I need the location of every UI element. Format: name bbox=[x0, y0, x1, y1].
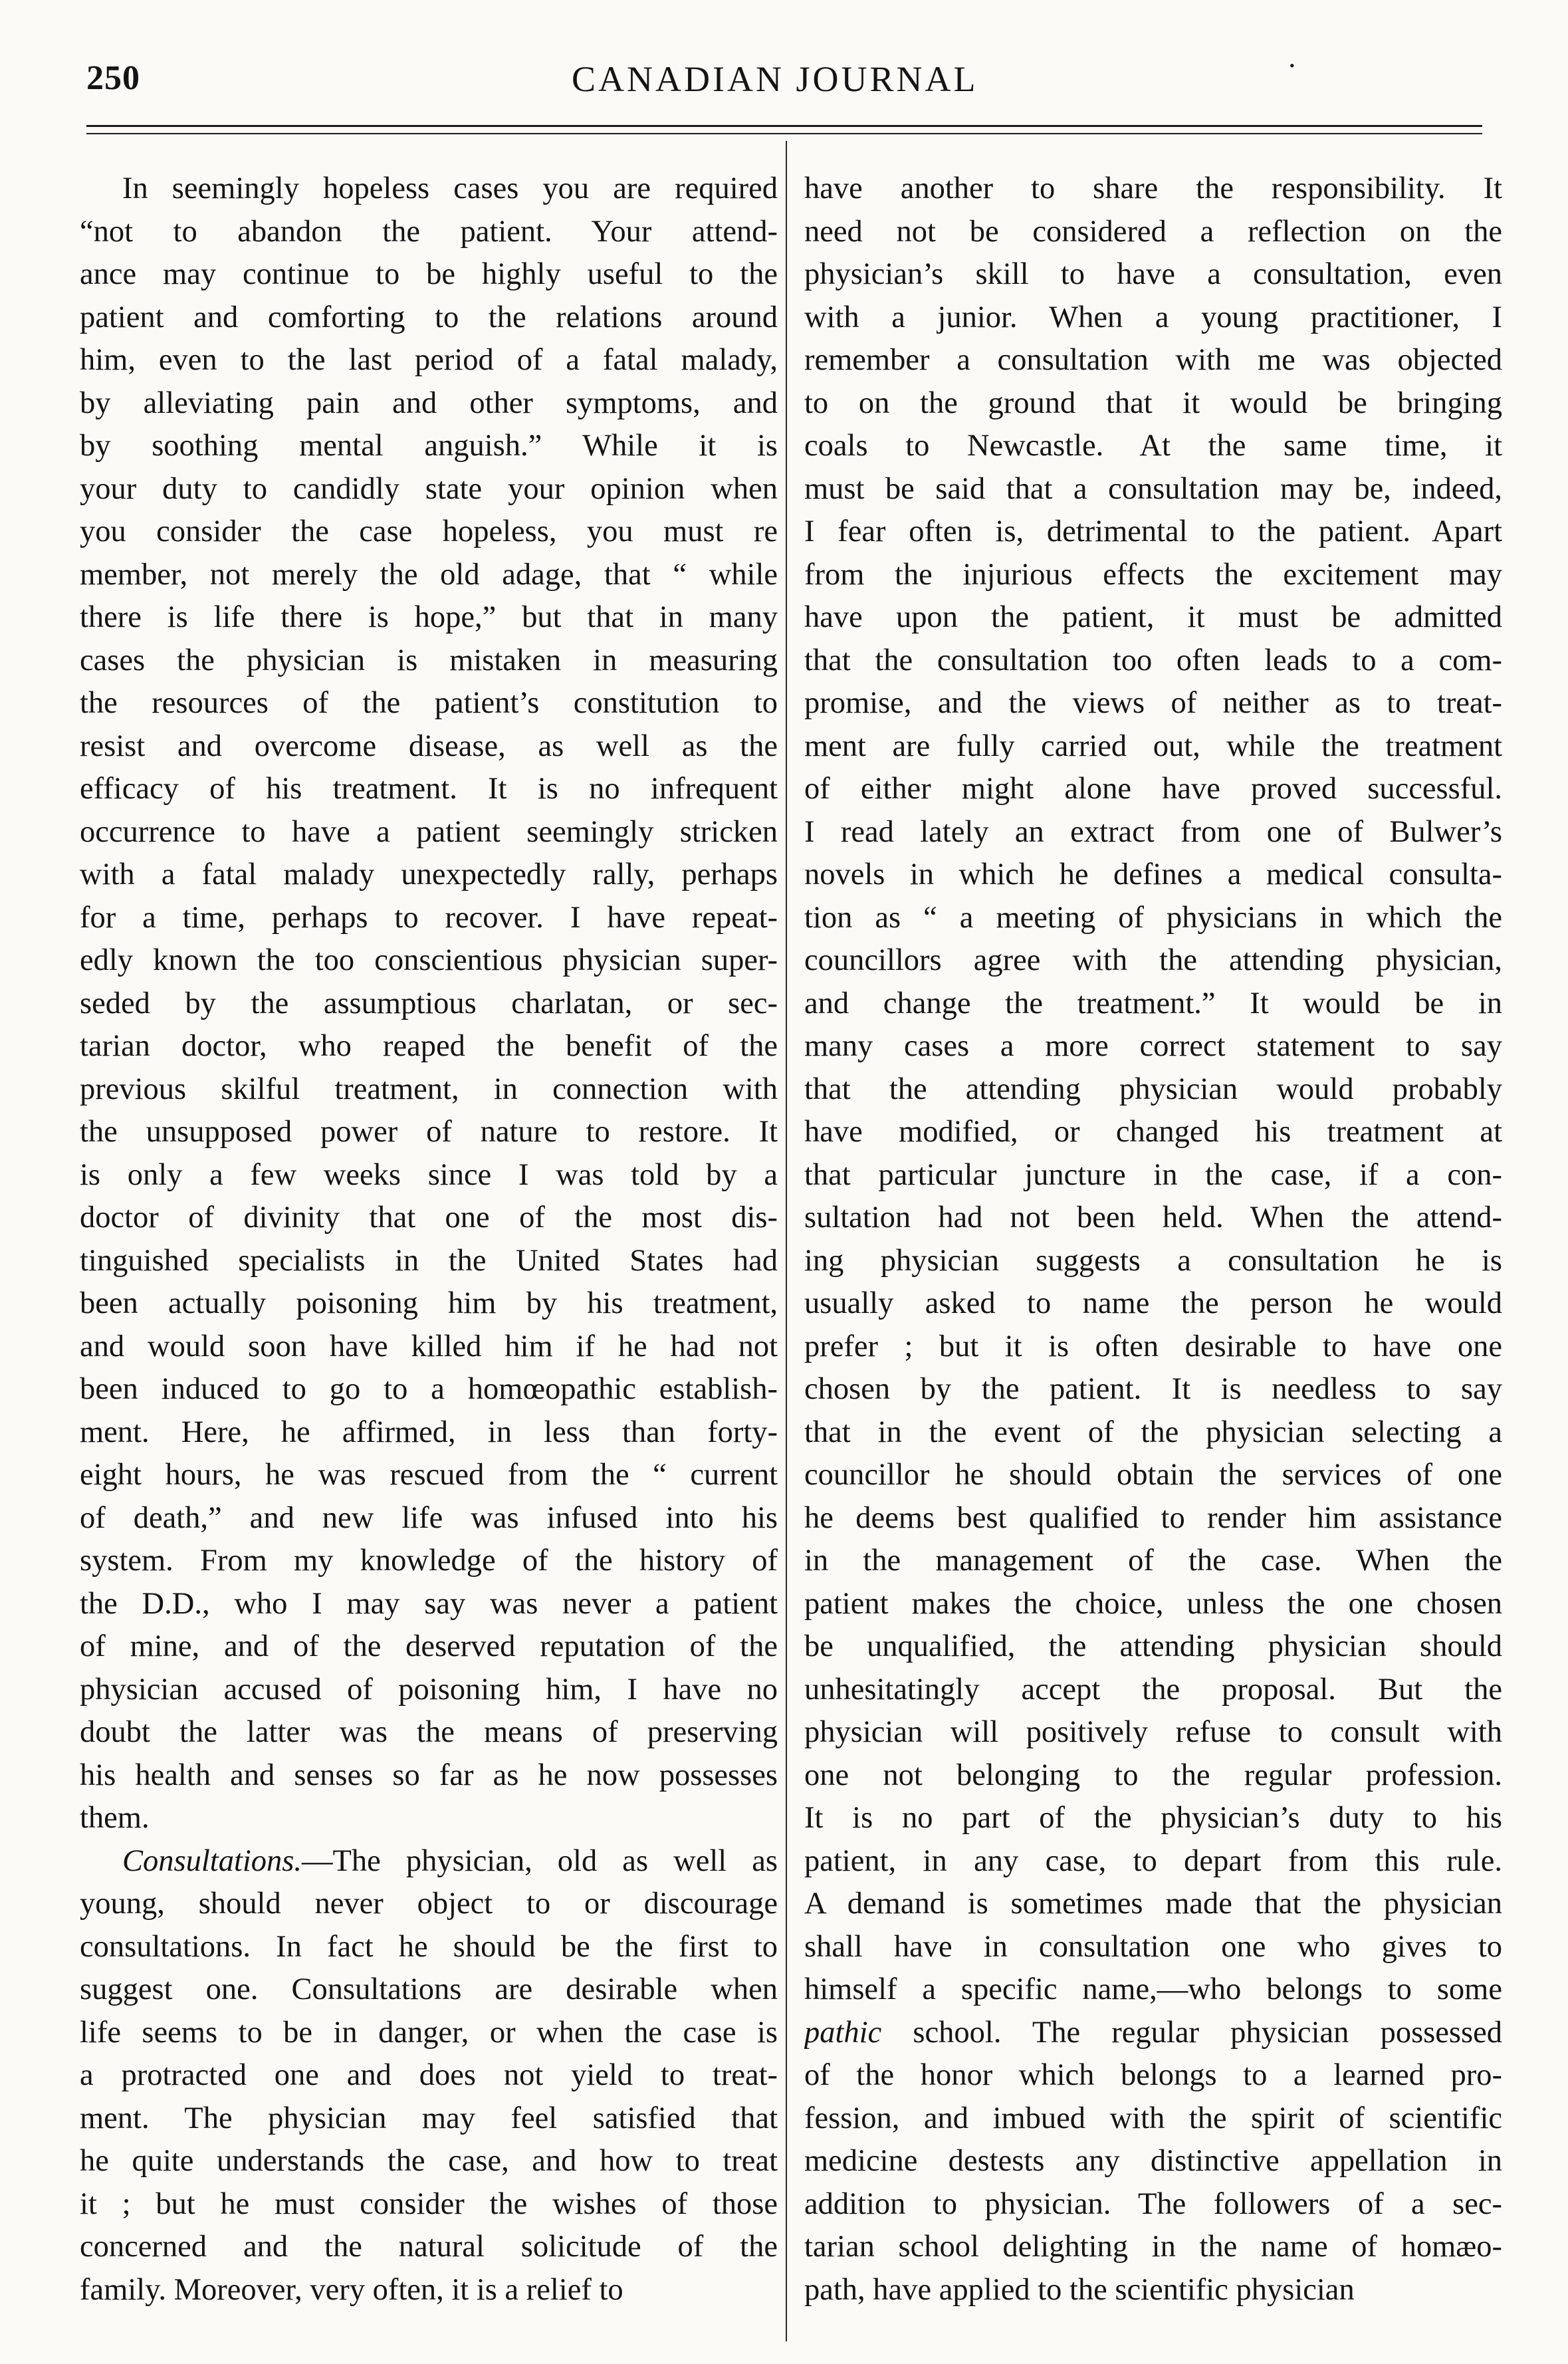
left-column-line: ance may continue to be highly useful to the bbox=[80, 257, 778, 291]
right-column-line: ing physician suggests a consultation he is bbox=[804, 1243, 1502, 1278]
right-column-line: physician’s skill to have a consultation, even bbox=[804, 257, 1502, 291]
left-column-line: with a fatal malady unexpectedly rally, perhaps bbox=[80, 858, 778, 891]
left-column-line bbox=[80, 1840, 778, 1883]
right-column-line: that particular juncture in the case, if a con- bbox=[804, 1157, 1502, 1192]
left-column-line: it ; but he must consider the wishes of those bbox=[80, 2187, 778, 2221]
running-head bbox=[86, 59, 1482, 105]
right-column-line: medicine destests any distinctive appellation in bbox=[804, 2144, 1502, 2178]
left-column-line: his health and senses so far as he now possesses bbox=[80, 1758, 778, 1792]
right-column-line bbox=[804, 2012, 1502, 2055]
right-column-line: many cases a more correct statement to say bbox=[804, 1029, 1502, 1063]
right-column-line: patient makes the choice, unless the one chosen bbox=[804, 1586, 1502, 1621]
left-column-line: occurrence to have a patient seemingly stricken bbox=[80, 814, 778, 849]
left-column-line: you consider the case hopeless, you must re bbox=[80, 515, 778, 548]
right-column-line: with a junior. When a young practitioner, I bbox=[804, 300, 1502, 334]
left-column-line: them. bbox=[80, 1801, 150, 1835]
right-column-line: A demand is sometimes made that the physician bbox=[804, 1887, 1502, 1921]
right-column-line: himself a specific name,—who belongs to some bbox=[804, 1972, 1502, 2006]
right-column-line: I read lately an extract from one of Bulwer’s bbox=[804, 814, 1502, 849]
left-column-line: doubt the latter was the means of preserving bbox=[80, 1715, 778, 1749]
left-column-line: been induced to go to a homœopathic establish- bbox=[80, 1372, 778, 1406]
right-column-line: be unqualified, the attending physician should bbox=[804, 1629, 1502, 1663]
left-column-line: patient and comforting to the relations around bbox=[80, 300, 778, 334]
left-column-line: by soothing mental anguish.” While it is bbox=[80, 429, 778, 463]
right-column-line: that in the event of the physician selecting a bbox=[804, 1415, 1502, 1449]
left-column-line: tinguished specialists in the United States had bbox=[80, 1243, 778, 1278]
left-column-line: concerned and the natural solicitude of the bbox=[80, 2230, 778, 2264]
left-column-line: of mine, and of the deserved reputation of the bbox=[80, 1629, 778, 1663]
right-column-line: one not belonging to the regular profession. bbox=[804, 1758, 1502, 1792]
left-column-line: efficacy of his treatment. It is no infrequent bbox=[80, 772, 778, 806]
left-column-line: In seemingly hopeless cases you are required bbox=[122, 172, 778, 205]
right-column-line: tion as “ a meeting of physicians in which the bbox=[804, 900, 1502, 935]
left-column-line: the unsupposed power of nature to restore. It bbox=[80, 1115, 778, 1149]
right-column-line: prefer ; but it is often desirable to have one bbox=[804, 1329, 1502, 1363]
header-rule-top bbox=[86, 125, 1482, 127]
right-column-line: I fear often is, detrimental to the patient. Apart bbox=[804, 515, 1502, 548]
right-column-line: remember a consultation with me was objected bbox=[804, 343, 1502, 377]
right-column-line: of the honor which belongs to a learned pro- bbox=[804, 2058, 1502, 2092]
left-column-line: seded by the assumptious charlatan, or sec- bbox=[80, 986, 778, 1020]
left-column-line: ment. The physician may feel satisfied that bbox=[80, 2101, 778, 2135]
left-column-line: your duty to candidly state your opinion when bbox=[80, 471, 778, 506]
right-column-line: promise, and the views of neither as to treat- bbox=[804, 686, 1502, 720]
right-column-line: patient, in any case, to depart from this rule. bbox=[804, 1843, 1502, 1878]
column-divider bbox=[786, 141, 787, 2341]
right-column-line: have modified, or changed his treatment at bbox=[804, 1115, 1502, 1149]
right-column-line: fession, and imbued with the spirit of scientific bbox=[804, 2101, 1502, 2135]
right-column-line: novels in which he defines a medical consulta- bbox=[804, 858, 1502, 891]
page-number: 250 bbox=[86, 59, 140, 97]
italic-term: pathic bbox=[804, 2015, 882, 2050]
left-column-line: “not to abandon the patient. Your attend- bbox=[80, 214, 778, 249]
left-column-line: system. From my knowledge of the history of bbox=[80, 1544, 778, 1578]
left-column-line: by alleviating pain and other symptoms, and bbox=[80, 386, 778, 420]
right-column-line: in the management of the case. When the bbox=[804, 1544, 1502, 1578]
left-column-line: member, not merely the old adage, that “ while bbox=[80, 557, 778, 592]
left-column-line: tarian doctor, who reaped the benefit of the bbox=[80, 1029, 778, 1063]
left-column-line: ment. Here, he affirmed, in less than forty- bbox=[80, 1415, 778, 1449]
right-column-line: from the injurious effects the excitement may bbox=[804, 557, 1502, 592]
left-column-line: young, should never object to or discourage bbox=[80, 1887, 778, 1921]
right-column-line: councillor he should obtain the services of one bbox=[804, 1458, 1502, 1492]
left-column bbox=[80, 168, 778, 2311]
right-column-line: ment are fully carried out, while the treatment bbox=[804, 729, 1502, 763]
left-column-line: a protracted one and does not yield to treat- bbox=[80, 2058, 778, 2092]
right-column-line: chosen by the patient. It is needless to say bbox=[804, 1372, 1502, 1406]
left-column-line: family. Moreover, very often, it is a relief to bbox=[80, 2272, 623, 2307]
right-column-line: must be said that a consultation may be, indeed, bbox=[804, 471, 1502, 506]
right-column-line: sultation had not been held. When the attend- bbox=[804, 1201, 1502, 1235]
right-column-line: addition to physician. The followers of a sec- bbox=[804, 2187, 1502, 2221]
right-column bbox=[804, 168, 1502, 2311]
left-column-line: him, even to the last period of a fatal malady, bbox=[80, 343, 778, 377]
right-column-line: need not be considered a reflection on the bbox=[804, 214, 1502, 249]
right-column-line: to on the ground that it would be bringing bbox=[804, 386, 1502, 420]
journal-title: CANADIAN JOURNAL bbox=[572, 59, 978, 99]
left-column-line: edly known the too conscientious physician super- bbox=[80, 943, 778, 977]
left-column-line: there is life there is hope,” but that in many bbox=[80, 600, 778, 634]
left-column-line: consultations. In fact he should be the first to bbox=[80, 1929, 778, 1964]
italic-term: Consultations. bbox=[122, 1843, 302, 1878]
right-column-line: that the consultation too often leads to a com- bbox=[804, 643, 1502, 677]
right-column-line: that the attending physician would probably bbox=[804, 1072, 1502, 1106]
left-column-line: physician accused of poisoning him, I have no bbox=[80, 1672, 778, 1707]
left-column-line: been actually poisoning him by his treatment, bbox=[80, 1286, 778, 1320]
left-column-line: the resources of the patient’s constitution to bbox=[80, 686, 778, 720]
right-column-line: have upon the patient, it must be admitted bbox=[804, 600, 1502, 634]
right-column-line: path, have applied to the scientific physician bbox=[804, 2272, 1355, 2307]
right-column-line: shall have in consultation one who gives to bbox=[804, 1929, 1502, 1964]
header-rule-bottom bbox=[86, 133, 1482, 134]
left-column-line: doctor of divinity that one of the most dis- bbox=[80, 1201, 778, 1235]
right-column-line: and change the treatment.” It would be in bbox=[804, 986, 1502, 1020]
header-mark: • bbox=[1289, 57, 1295, 74]
right-column-line: have another to share the responsibility. It bbox=[804, 172, 1502, 205]
left-column-line: life seems to be in danger, or when the case is bbox=[80, 2015, 778, 2050]
left-column-line: of death,” and new life was infused into his bbox=[80, 1500, 778, 1535]
right-column-line: of either might alone have proved successful. bbox=[804, 772, 1502, 806]
right-column-line: he deems best qualified to render him assistance bbox=[804, 1500, 1502, 1535]
left-column-line: suggest one. Consultations are desirable when bbox=[80, 1972, 778, 2006]
left-column-line: eight hours, he was rescued from the “ current bbox=[80, 1458, 778, 1492]
line-text: school. The regular physician possessed bbox=[881, 2015, 1502, 2050]
right-column-line: usually asked to name the person he would bbox=[804, 1286, 1502, 1320]
left-column-line: is only a few weeks since I was told by a bbox=[80, 1157, 778, 1192]
right-column-line: It is no part of the physician’s duty to his bbox=[804, 1801, 1502, 1835]
right-column-line: physician will positively refuse to consult with bbox=[804, 1715, 1502, 1749]
line-text: —The physician, old as well as bbox=[302, 1843, 778, 1878]
right-column-line: unhesitatingly accept the proposal. But the bbox=[804, 1672, 1502, 1707]
left-column-line: resist and overcome disease, as well as the bbox=[80, 729, 778, 763]
left-column-line: for a time, perhaps to recover. I have repeat- bbox=[80, 900, 778, 935]
left-column-line: he quite understands the case, and how to treat bbox=[80, 2144, 778, 2178]
left-column-line: the D.D., who I may say was never a patient bbox=[80, 1586, 778, 1621]
left-column-line: previous skilful treatment, in connection with bbox=[80, 1072, 778, 1106]
right-column-line: tarian school delighting in the name of homæo- bbox=[804, 2230, 1502, 2264]
right-column-line: coals to Newcastle. At the same time, it bbox=[804, 429, 1502, 463]
left-column-line: cases the physician is mistaken in measuring bbox=[80, 643, 778, 677]
left-column-line: and would soon have killed him if he had not bbox=[80, 1329, 778, 1363]
right-column-line: councillors agree with the attending physician, bbox=[804, 943, 1502, 977]
